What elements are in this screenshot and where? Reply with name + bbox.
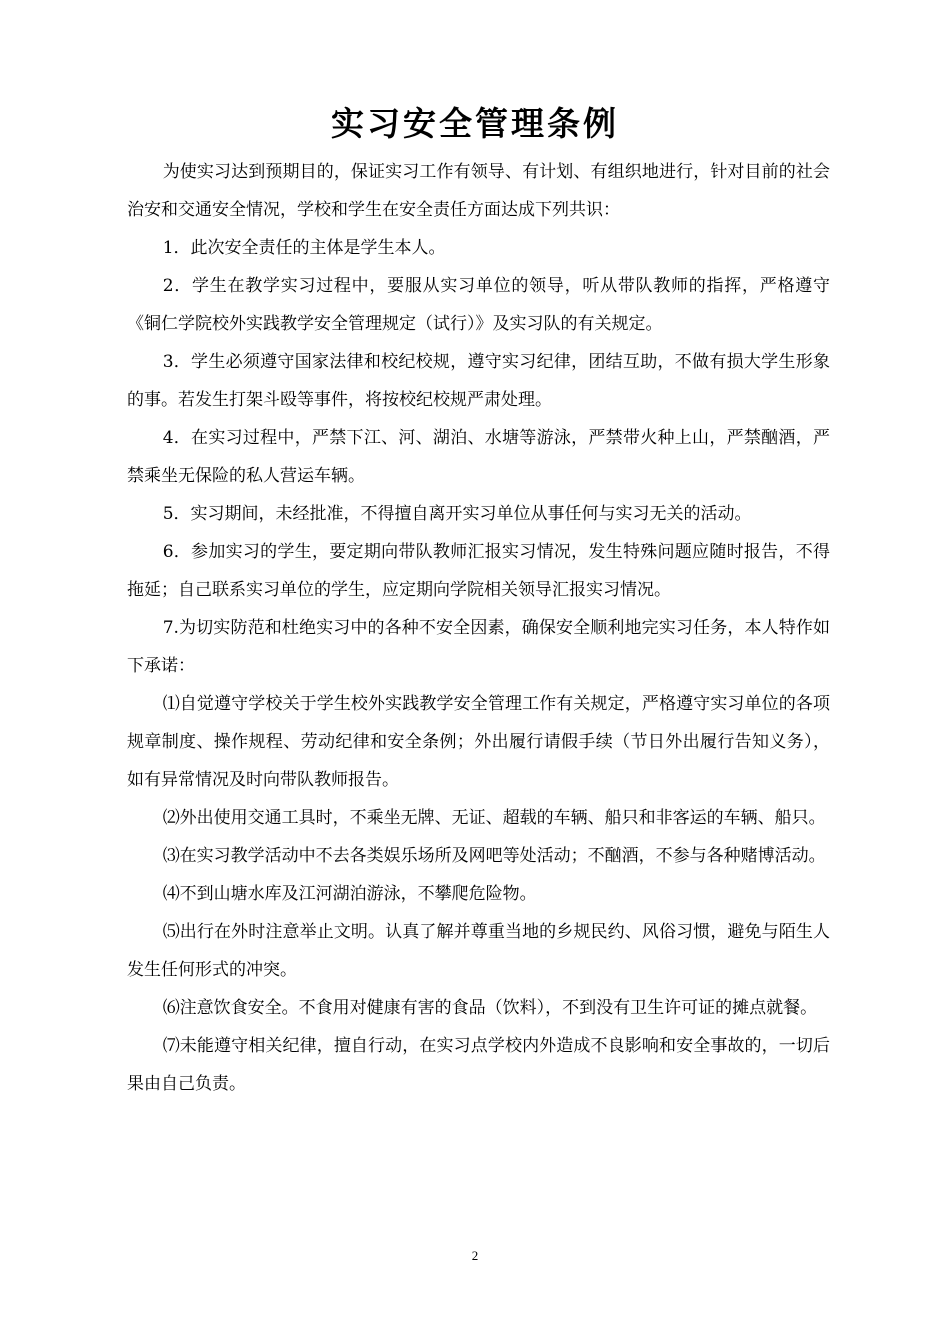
- document-body: [127, 153, 830, 1103]
- intro-paragraph: 为使实习达到预期目的，保证实习工作有领导、有计划、有组织地进行，针对目前的社会治安和交通安全情况，学校和学生在安全责任方面达成下列共识：: [127, 162, 830, 220]
- pledge-item-3: ⑶在实习教学活动中不去各类娱乐场所及网吧等处活动；不酗酒，不参与各种赌博活动。: [162, 846, 826, 866]
- page-title: 实习安全管理条例: [331, 104, 619, 143]
- page-number: 2: [471, 1248, 479, 1263]
- clause-1: 1．此次安全责任的主体是学生本人。: [162, 238, 446, 258]
- pledge-item-2: ⑵外出使用交通工具时，不乘坐无牌、无证、超载的车辆、船只和非客运的车辆、船只。: [162, 808, 826, 828]
- clause-4: 4．在实习过程中，严禁下江、河、湖泊、水塘等游泳，严禁带火种上山，严禁酗酒，严禁乘坐无保险的私人营运车辆。: [127, 428, 830, 486]
- clause-3: 3．学生必须遵守国家法律和校纪校规，遵守实习纪律，团结互助，不做有损大学生形象的事。若发生打架斗殴等事件，将按校纪校规严肃处理。: [127, 352, 830, 410]
- pledge-item-1: ⑴自觉遵守学校关于学生校外实践教学安全管理工作有关规定，严格遵守实习单位的各项规章制度、操作规程、劳动纪律和安全条例；外出履行请假手续（节日外出履行告知义务），如有异常情况及时向带队教师报告。: [127, 694, 830, 790]
- clause-6: 6．参加实习的学生，要定期向带队教师汇报实习情况，发生特殊问题应随时报告，不得拖延；自己联系实习单位的学生，应定期向学院相关领导汇报实习情况。: [127, 542, 830, 600]
- pledge-item-6: ⑹注意饮食安全。不食用对健康有害的食品（饮料），不到没有卫生许可证的摊点就餐。: [162, 998, 818, 1018]
- pledge-item-7: ⑺未能遵守相关纪律，擅自行动，在实习点学校内外造成不良影响和安全事故的，一切后果由自己负责。: [127, 1036, 830, 1094]
- clause-5: 5．实习期间，未经批准，不得擅自离开实习单位从事任何与实习无关的活动。: [162, 504, 752, 524]
- pledge-item-4: ⑷不到山塘水库及江河湖泊游泳，不攀爬危险物。: [162, 884, 537, 904]
- clause-7: 7.为切实防范和杜绝实习中的各种不安全因素，确保安全顺利地完实习任务，本人特作如下承诺：: [127, 618, 830, 676]
- clause-2: 2．学生在教学实习过程中，要服从实习单位的领导，听从带队教师的指挥，严格遵守《铜仁学院校外实践教学安全管理规定（试行）》及实习队的有关规定。: [127, 276, 830, 334]
- pledge-item-5: ⑸出行在外时注意举止文明。认真了解并尊重当地的乡规民约、风俗习惯，避免与陌生人发生任何形式的冲突。: [127, 922, 830, 980]
